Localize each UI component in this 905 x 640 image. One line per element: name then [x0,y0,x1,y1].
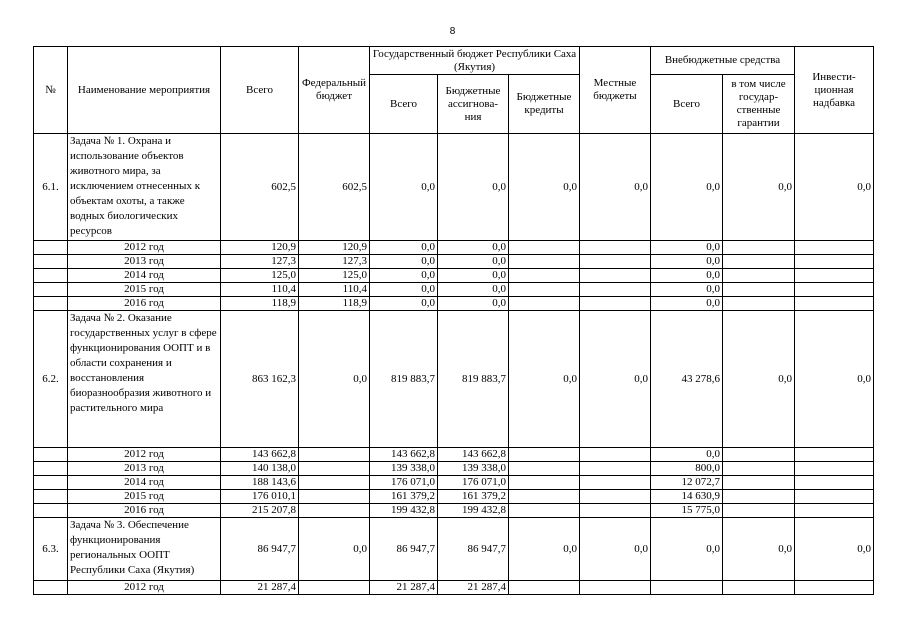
cell-allocations: 0,0 [438,241,509,255]
cell-federal [299,462,370,476]
cell-empty [34,504,68,518]
cell-federal [299,490,370,504]
cell-local: 0,0 [580,518,651,581]
cell-state-total: 21 287,4 [370,581,438,595]
table-row [34,518,874,581]
cell-extra-total: 43 278,6 [651,311,723,448]
header-num: № [34,47,68,134]
cell-empty [723,581,795,595]
cell-allocations: 0,0 [438,269,509,283]
cell-total: 143 662,8 [221,448,299,462]
cell-total: 863 162,3 [221,311,299,448]
cell-allocations: 0,0 [438,297,509,311]
cell-guarantees: 0,0 [723,134,795,241]
cell-allocations: 176 071,0 [438,476,509,490]
cell-empty [795,504,874,518]
cell-total: 21 287,4 [221,581,299,595]
cell-empty [795,581,874,595]
cell-empty [34,448,68,462]
cell-extra-total: 800,0 [651,462,723,476]
cell-year: 2012 год [68,581,221,595]
table-row [34,283,874,297]
cell-investment: 0,0 [795,518,874,581]
cell-empty [795,490,874,504]
cell-total: 120,9 [221,241,299,255]
cell-empty [34,297,68,311]
cell-empty [34,581,68,595]
header-extrabudget: Внебюджетные средства [651,47,795,75]
table-row [34,504,874,518]
task-name: Задача № 1. Охрана и использование объектов животного мира, за исключением отнесенных к объектам охоты, а также водных биологических ресурсов [68,134,221,241]
cell-empty [723,462,795,476]
cell-extra-total [651,581,723,595]
cell-allocations: 161 379,2 [438,490,509,504]
cell-empty [509,297,580,311]
cell-investment: 0,0 [795,134,874,241]
cell-empty [795,476,874,490]
cell-state-total: 161 379,2 [370,490,438,504]
cell-empty [34,462,68,476]
cell-empty [509,476,580,490]
cell-empty [509,490,580,504]
cell-total: 86 947,7 [221,518,299,581]
cell-state-total: 0,0 [370,255,438,269]
cell-empty [580,448,651,462]
cell-extra-total: 0,0 [651,448,723,462]
cell-state-total: 139 338,0 [370,462,438,476]
cell-total: 602,5 [221,134,299,241]
cell-year: 2015 год [68,283,221,297]
cell-empty [723,297,795,311]
cell-empty [34,476,68,490]
cell-state-total: 176 071,0 [370,476,438,490]
cell-investment: 0,0 [795,311,874,448]
cell-year: 2012 год [68,241,221,255]
cell-empty [723,283,795,297]
table-row [34,134,874,241]
header-local: Местные бюджеты [580,47,651,134]
budget-table [33,46,874,595]
task-number: 6.3. [34,518,68,581]
cell-extra-total: 0,0 [651,297,723,311]
cell-extra-total: 15 775,0 [651,504,723,518]
cell-extra-total: 0,0 [651,283,723,297]
cell-empty [723,476,795,490]
header-total: Всего [221,47,299,134]
table-row [34,476,874,490]
cell-empty [509,241,580,255]
cell-empty [509,504,580,518]
cell-federal: 0,0 [299,311,370,448]
cell-empty [509,581,580,595]
header-state-budget: Государственный бюджет Республики Саха (Якутия) [370,47,580,75]
table-row [34,448,874,462]
cell-year: 2014 год [68,476,221,490]
cell-empty [580,462,651,476]
header-investment: Инвести-ционная надбавка [795,47,874,134]
table-row [34,581,874,595]
cell-empty [580,504,651,518]
cell-local: 0,0 [580,311,651,448]
cell-allocations: 0,0 [438,283,509,297]
cell-local: 0,0 [580,134,651,241]
cell-federal: 127,3 [299,255,370,269]
cell-empty [795,241,874,255]
table-row [34,490,874,504]
cell-extra-total: 0,0 [651,134,723,241]
cell-credits: 0,0 [509,311,580,448]
task-name: Задача № 2. Оказание государственных услуг в сфере функционирования ООПТ и в области сохранения и восстановления биоразнообразия животного и растительного мира [68,311,221,448]
cell-federal: 118,9 [299,297,370,311]
cell-allocations: 819 883,7 [438,311,509,448]
cell-total: 140 138,0 [221,462,299,476]
cell-credits: 0,0 [509,518,580,581]
cell-federal: 120,9 [299,241,370,255]
cell-state-total: 0,0 [370,241,438,255]
cell-empty [580,581,651,595]
cell-federal: 0,0 [299,518,370,581]
cell-empty [509,255,580,269]
cell-empty [580,490,651,504]
cell-federal: 602,5 [299,134,370,241]
header-state-total: Всего [370,75,438,134]
cell-empty [509,269,580,283]
cell-allocations: 199 432,8 [438,504,509,518]
cell-empty [795,283,874,297]
cell-empty [509,462,580,476]
cell-empty [509,448,580,462]
cell-year: 2013 год [68,462,221,476]
table-row [34,255,874,269]
cell-total: 110,4 [221,283,299,297]
cell-extra-total: 0,0 [651,255,723,269]
cell-federal: 110,4 [299,283,370,297]
task-number: 6.2. [34,311,68,448]
table-row [34,241,874,255]
cell-extra-total: 0,0 [651,518,723,581]
cell-empty [509,283,580,297]
cell-empty [795,297,874,311]
header-extra-guarantees: в том числе государ-ственные гарантии [723,75,795,134]
cell-empty [34,269,68,283]
cell-empty [723,269,795,283]
cell-empty [795,269,874,283]
cell-state-total: 86 947,7 [370,518,438,581]
table-row [34,462,874,476]
header-federal: Федеральный бюджет [299,47,370,134]
cell-allocations: 21 287,4 [438,581,509,595]
cell-allocations: 0,0 [438,134,509,241]
cell-federal [299,581,370,595]
header-name: Наименование мероприятия [68,47,221,134]
table-header [34,47,874,134]
header-state-credits: Бюджетные кредиты [509,75,580,134]
cell-empty [795,462,874,476]
cell-extra-total: 0,0 [651,269,723,283]
cell-empty [580,255,651,269]
cell-total: 127,3 [221,255,299,269]
cell-extra-total: 14 630,9 [651,490,723,504]
cell-total: 215 207,8 [221,504,299,518]
cell-empty [34,255,68,269]
cell-empty [580,241,651,255]
table-row [34,269,874,283]
cell-year: 2015 год [68,490,221,504]
cell-allocations: 0,0 [438,255,509,269]
cell-state-total: 143 662,8 [370,448,438,462]
cell-total: 125,0 [221,269,299,283]
cell-empty [580,297,651,311]
task-name: Задача № 3. Обеспечение функционирования региональных ООПТ Республики Саха (Якутия) [68,518,221,581]
cell-federal [299,504,370,518]
cell-empty [723,490,795,504]
cell-state-total: 0,0 [370,269,438,283]
cell-state-total: 0,0 [370,134,438,241]
header-state-allocations: Бюджетные ассигнова-ния [438,75,509,134]
cell-total: 118,9 [221,297,299,311]
cell-empty [723,448,795,462]
cell-empty [34,283,68,297]
cell-year: 2014 год [68,269,221,283]
cell-extra-total: 0,0 [651,241,723,255]
cell-federal [299,476,370,490]
table-row [34,297,874,311]
cell-empty [795,448,874,462]
cell-empty [34,241,68,255]
table-body [34,134,874,595]
cell-state-total: 199 432,8 [370,504,438,518]
cell-total: 176 010,1 [221,490,299,504]
cell-empty [723,255,795,269]
cell-state-total: 819 883,7 [370,311,438,448]
cell-guarantees: 0,0 [723,518,795,581]
cell-state-total: 0,0 [370,297,438,311]
cell-year: 2012 год [68,448,221,462]
cell-empty [580,476,651,490]
cell-year: 2016 год [68,504,221,518]
cell-federal: 125,0 [299,269,370,283]
cell-empty [580,283,651,297]
cell-empty [723,504,795,518]
cell-empty [580,269,651,283]
cell-extra-total: 12 072,7 [651,476,723,490]
table-row [34,311,874,448]
cell-guarantees: 0,0 [723,311,795,448]
page-number: 8 [449,26,456,37]
cell-year: 2013 год [68,255,221,269]
task-number: 6.1. [34,134,68,241]
cell-empty [34,490,68,504]
cell-state-total: 0,0 [370,283,438,297]
cell-empty [795,255,874,269]
cell-empty [723,241,795,255]
cell-allocations: 139 338,0 [438,462,509,476]
header-extra-total: Всего [651,75,723,134]
cell-credits: 0,0 [509,134,580,241]
cell-allocations: 86 947,7 [438,518,509,581]
cell-year: 2016 год [68,297,221,311]
cell-allocations: 143 662,8 [438,448,509,462]
cell-total: 188 143,6 [221,476,299,490]
cell-federal [299,448,370,462]
